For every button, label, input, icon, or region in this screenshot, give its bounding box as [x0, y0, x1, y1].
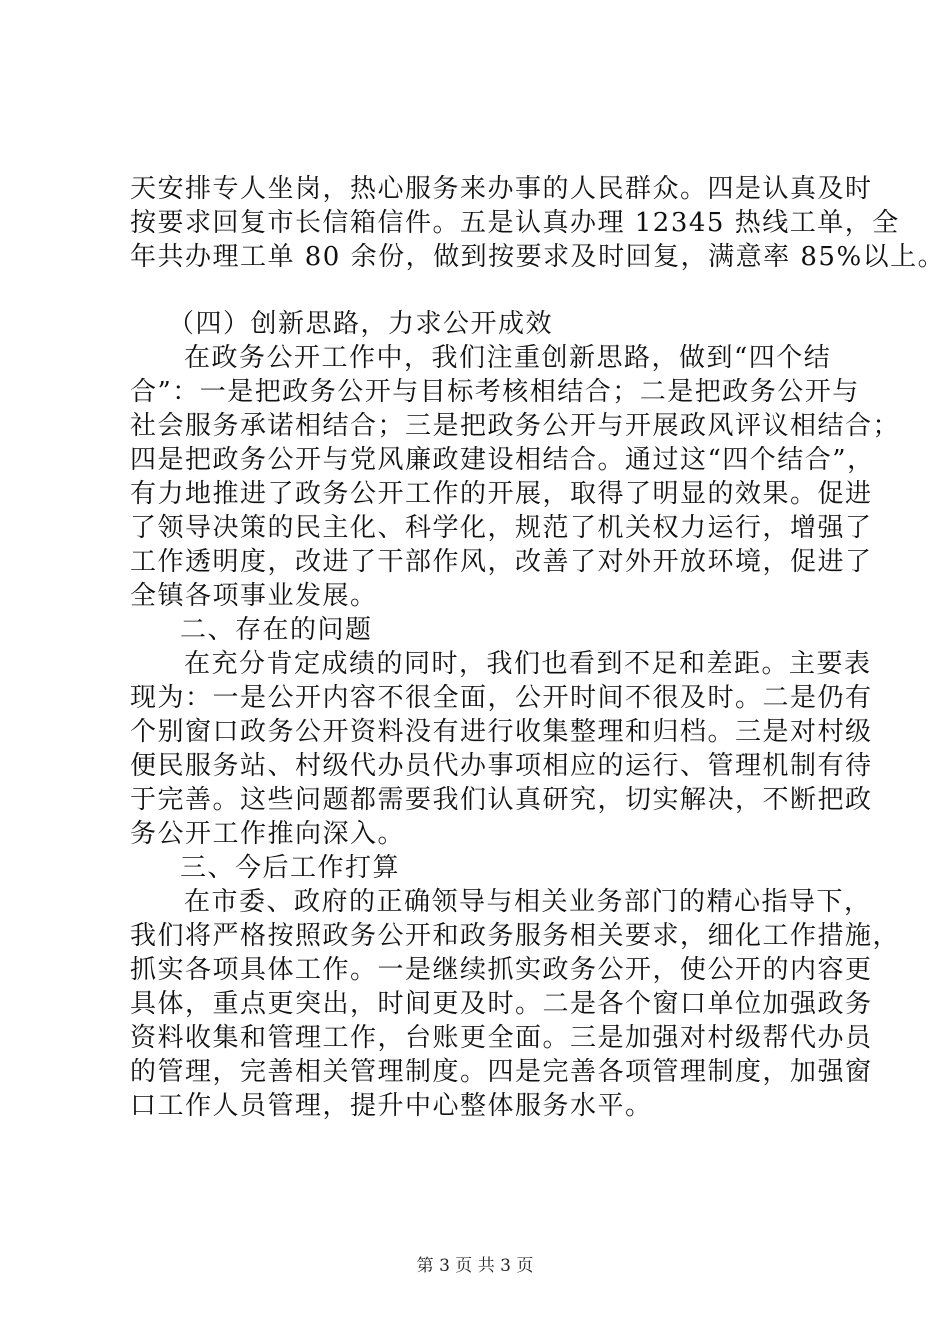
paragraph-line: 在充分肯定成绩的同时，我们也看到不足和差距。主要表 [184, 649, 872, 679]
paragraph-line: 口工作人员管理，提升中心整体服务水平。 [130, 1091, 653, 1121]
paragraph-line: 于完善。这些问题都需要我们认真研究，切实解决，不断把政 [130, 785, 873, 815]
paragraph-line: 合”：一是把政务公开与目标考核相结合；二是把政务公开与 [130, 377, 860, 407]
paragraph-line: 务公开工作推向深入。 [130, 819, 406, 849]
paragraph-line: 工作透明度，改进了干部作风，改善了对外开放环境，促进了 [130, 547, 873, 577]
paragraph-line: 按要求回复市长信箱信件。五是认真办理 12345 热线工单，全 [130, 208, 900, 238]
section-heading: 三、今后工作打算 [180, 853, 401, 883]
paragraph-line: 具体，重点更突出，时间更及时。二是各个窗口单位加强政务 [130, 989, 873, 1019]
paragraph-line: 便民服务站、村级代办员代办事项相应的运行、管理机制有待 [130, 751, 873, 781]
paragraph-line: 抓实各项具体工作。一是继续抓实政务公开，使公开的内容更 [130, 955, 873, 985]
paragraph-line: 在市委、政府的正确领导与相关业务部门的精心指导下， [184, 887, 872, 917]
paragraph-line: 有力地推进了政务公开工作的开展，取得了明显的效果。促进 [130, 479, 873, 509]
section-heading: 二、存在的问题 [180, 615, 373, 645]
page-footer: 第 3 页 共 3 页 [416, 1256, 534, 1276]
paragraph-line: 在政务公开工作中，我们注重创新思路，做到“四个结 [184, 343, 832, 373]
paragraph-line: 个别窗口政务公开资料没有进行收集整理和归档。三是对村级 [130, 717, 873, 747]
paragraph-line: 四是把政务公开与党风廉政建设相结合。通过这“四个结合”， [130, 445, 875, 475]
paragraph-line: 了领导决策的民主化、科学化，规范了机关权力运行，增强了 [130, 513, 873, 543]
paragraph-line: 现为：一是公开内容不很全面，公开时间不很及时。二是仍有 [130, 683, 873, 713]
paragraph-line: 的管理，完善相关管理制度。四是完善各项管理制度，加强窗 [130, 1057, 873, 1087]
paragraph-line: 社会服务承诺相结合；三是把政务公开与开展政风评议相结合； [130, 411, 901, 441]
section-heading: （四）创新思路，力求公开成效 [168, 309, 554, 339]
paragraph-line: 我们将严格按照政务公开和政务服务相关要求，细化工作措施， [130, 921, 901, 951]
paragraph-line: 全镇各项事业发展。 [130, 581, 378, 611]
paragraph-line: 天安排专人坐岗，热心服务来办事的人民群众。四是认真及时 [130, 174, 873, 204]
paragraph-line: 资料收集和管理工作，台账更全面。三是加强对村级帮代办员 [130, 1023, 873, 1053]
paragraph-line: 年共办理工单 80 余份，做到按要求及时回复，满意率 85%以上。 [130, 242, 946, 272]
